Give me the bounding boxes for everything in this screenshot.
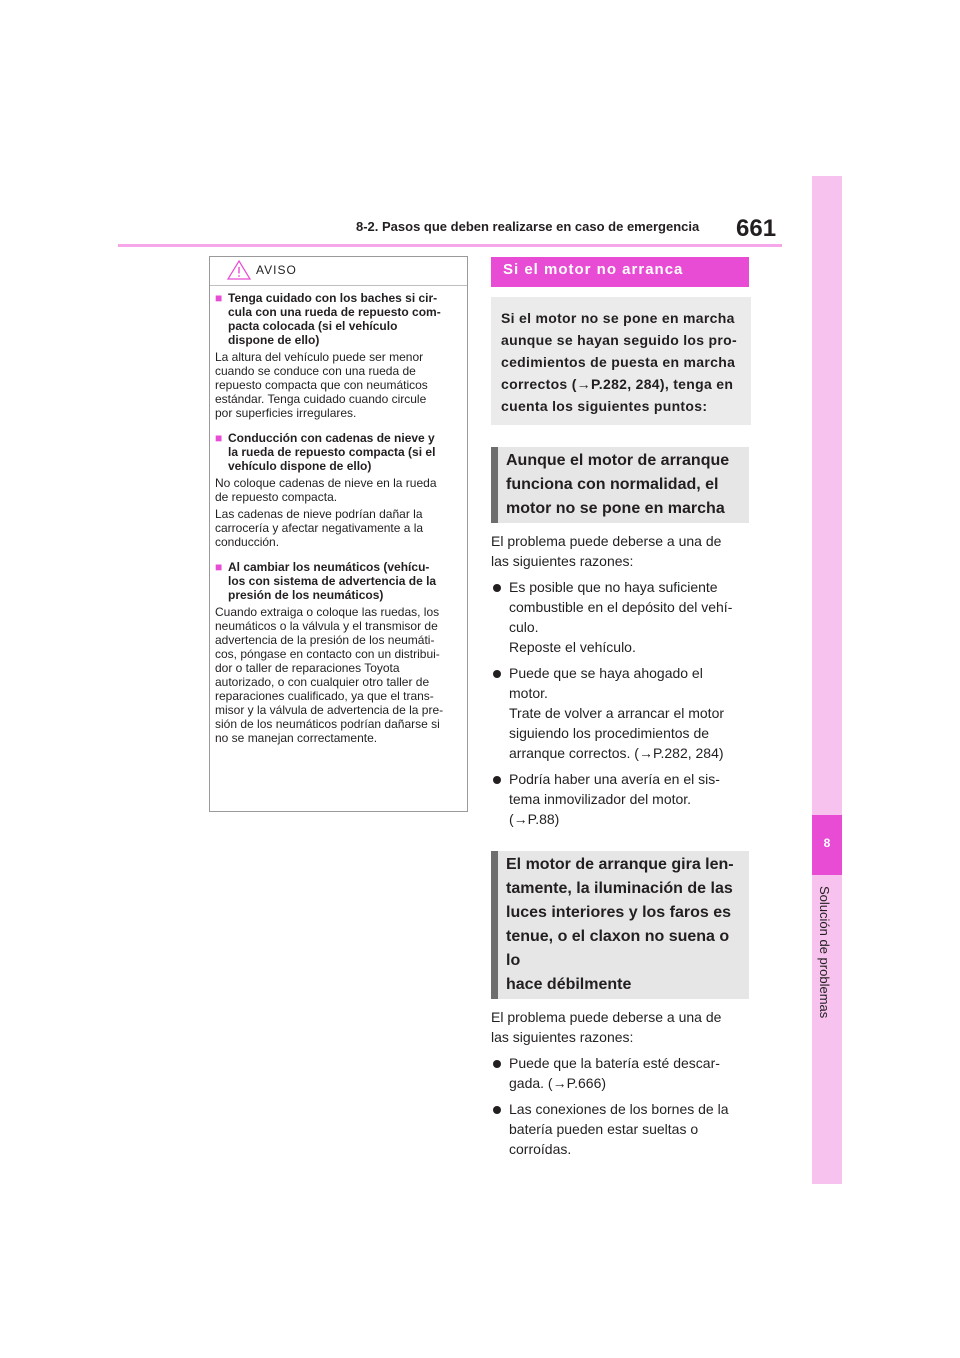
bullet-dot-icon: [491, 1099, 509, 1159]
warning-body: [215, 291, 462, 756]
section-header-title: 8-2. Pasos que deben realizarse en caso de emergencia: [356, 219, 700, 234]
warning-item-text: Cuando extraiga o coloque las ruedas, los neumáticos o la válvula y el transmisor de advertencia de la presión de los neumáti- cos, póngase en contacto con un distribui- dor o taller de reparaciones Toyota autorizado, o con cualquier otro taller de reparaciones cualificado, ya que el trans- misor y la válvula de advertencia de la pre- sión de los neumáticos podrían dañarse si no se manejan correctamente.: [215, 605, 444, 745]
warning-item: [215, 431, 462, 549]
warning-item-text: Las cadenas de nieve podrían dañar la carrocería y afectar negativamente a la conducción.: [215, 507, 424, 549]
warning-item-heading: Tenga cuidado con los baches si cir- cula con una rueda de repuesto com- pacta colocada (si el vehículo dispone de ello): [228, 291, 441, 347]
bullet-item: [491, 663, 751, 763]
bullet-dot-icon: [491, 769, 509, 829]
warning-header: [226, 259, 297, 281]
square-bullet-icon: ■: [215, 291, 223, 305]
chapter-side-tab: [812, 176, 842, 1184]
bullet-text: Puede que la batería esté descar- gada. (→P.666): [509, 1055, 720, 1091]
section-heading: Si el motor no arranca: [491, 257, 749, 287]
header-divider: [118, 244, 782, 247]
warning-item-text: No coloque cadenas de nieve en la rueda de repuesto compacta.: [215, 476, 437, 504]
bullet-text: Podría haber una avería en el sis- tema inmovilizador del motor. (→P.88): [509, 771, 720, 827]
warning-box: [209, 256, 468, 812]
bullet-item: [491, 769, 751, 829]
warning-item-title: [215, 291, 462, 347]
warning-triangle-icon: [226, 259, 252, 281]
bullet-text: Es posible que no haya suficiente combustible en el depósito del vehí- culo. Reposte el vehículo.: [509, 579, 733, 655]
intro-text: Si el motor no se pone en marcha aunque se hayan seguido los pro- cedimientos de puesta en marcha correctos (→P.282, 284), tenga en cuenta los siguientes puntos:: [501, 310, 737, 414]
warning-item-text: La altura del vehículo puede ser menor cuando se conduce con una rueda de repuesto compacta que con neumáticos estándar. Tenga cuidado cuando circule por superficies irregulares.: [215, 350, 428, 420]
warning-item-title: [215, 560, 462, 602]
bullet-dot-icon: [491, 1053, 509, 1093]
warning-item: [215, 291, 462, 420]
warning-title: AVISO: [256, 263, 297, 277]
main-content: [491, 257, 751, 1159]
bullet-dot-icon: [491, 577, 509, 657]
bullet-item: [491, 1053, 751, 1093]
bullet-text: Las conexiones de los bornes de la batería pueden estar sueltas o corroídas.: [509, 1101, 729, 1157]
square-bullet-icon: ■: [215, 431, 223, 445]
bullet-text: Puede que se haya ahogado el motor. Trate de volver a arrancar el motor siguiendo los procedimientos de arranque correctos. (→P.282, 284): [509, 665, 725, 761]
warning-item-heading: Al cambiar los neumáticos (vehícu- los con sistema de advertencia de la presión de los neumáticos): [228, 560, 437, 602]
bullet-dot-icon: [491, 663, 509, 763]
warning-item: [215, 560, 462, 745]
chapter-number: 8: [823, 836, 831, 850]
subsection-intro: El problema puede deberse a una de las siguientes razones:: [491, 1009, 722, 1045]
subsection-heading: Aunque el motor de arranque funciona con normalidad, el motor no se pone en marcha: [491, 447, 749, 523]
warning-header-divider: [210, 285, 467, 286]
bullet-item: [491, 1099, 751, 1159]
bullet-item: [491, 577, 751, 657]
subsections: [491, 447, 751, 1159]
subsection-intro: El problema puede deberse a una de las siguientes razones:: [491, 533, 722, 569]
subsection-heading: El motor de arranque gira len- tamente, la iluminación de las luces interiores y los faros es tenue, o el claxon no suena o lo hace débilmente: [491, 851, 749, 999]
intro-box: [491, 297, 751, 425]
warning-item-heading: Conducción con cadenas de nieve y la rueda de repuesto compacta (si el vehículo dispone de ello): [228, 431, 436, 473]
warning-item-title: [215, 431, 462, 473]
square-bullet-icon: ■: [215, 560, 223, 574]
chapter-label: Solución de problemas: [817, 886, 832, 1019]
page-number: 661: [736, 215, 777, 242]
